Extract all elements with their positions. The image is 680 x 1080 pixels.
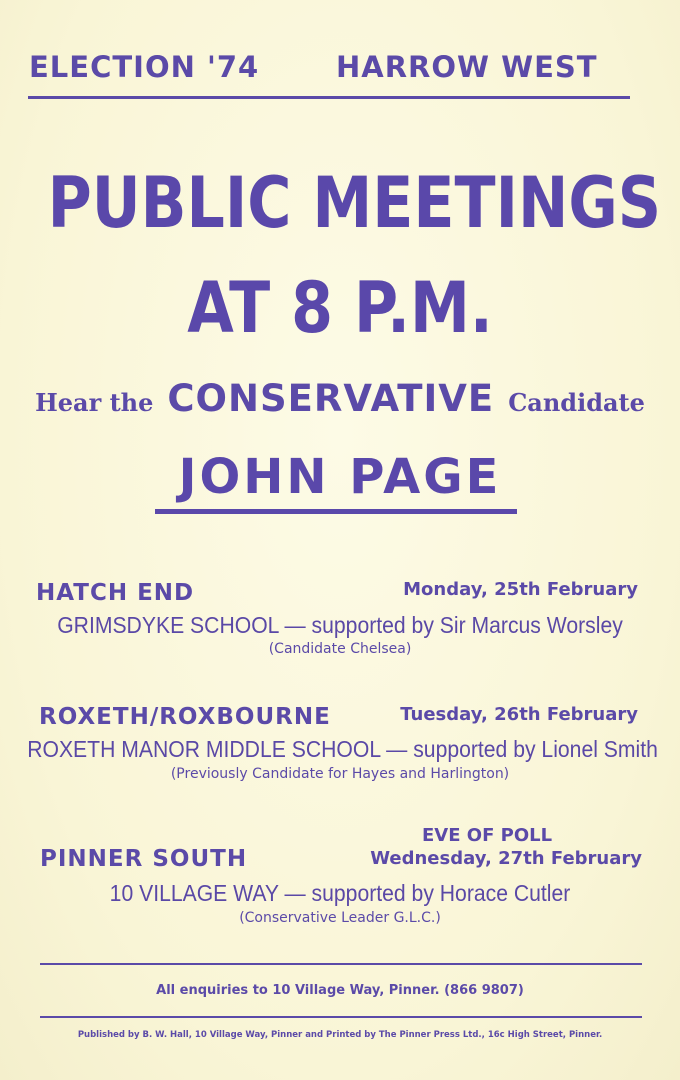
constituency-heading: HARROW WEST — [336, 50, 598, 84]
election-year-heading: ELECTION '74 — [29, 50, 260, 84]
candidate-intro-line — [0, 377, 680, 420]
footer-divider-top — [40, 963, 642, 965]
meeting-date: Wednesday, 27th February — [370, 848, 642, 869]
intro-suffix: Candidate — [508, 388, 645, 417]
meeting-note: (Candidate Chelsea) — [268, 641, 412, 657]
headline-public-meetings: PUBLIC MEETINGS — [47, 162, 662, 244]
meeting-venue: ROXETH MANOR MIDDLE SCHOOL — supported by Lionel Smith — [27, 736, 658, 762]
candidate-name: JOHN PAGE — [178, 449, 502, 505]
meeting-place: ROXETH/ROXBOURNE — [39, 704, 331, 730]
headline-time: AT 8 P.M. — [187, 267, 493, 349]
meeting-place: PINNER SOUTH — [40, 846, 248, 872]
meeting-place: HATCH END — [36, 580, 195, 606]
intro-prefix: Hear the — [35, 388, 154, 417]
meeting-note: (Conservative Leader G.L.C.) — [239, 910, 441, 926]
candidate-name-underline — [155, 509, 517, 514]
eve-of-poll-label: EVE OF POLL — [422, 825, 553, 846]
meeting-date: Monday, 25th February — [403, 579, 638, 600]
meeting-venue: 10 VILLAGE WAY — supported by Horace Cutler — [109, 880, 571, 906]
header-divider — [28, 96, 630, 99]
meeting-date: Tuesday, 26th February — [400, 704, 638, 725]
footer-divider-bottom — [40, 1016, 642, 1018]
enquiries-line: All enquiries to 10 Village Way, Pinner. (866 9807) — [156, 983, 524, 998]
publisher-imprint: Published by B. W. Hall, 10 Village Way, Pinner and Printed by The Pinner Press Ltd., 16c High Street, Pinner. — [77, 1030, 603, 1040]
meeting-note: (Previously Candidate for Hayes and Harlington) — [170, 766, 510, 782]
meeting-venue: GRIMSDYKE SCHOOL — supported by Sir Marcus Worsley — [57, 612, 623, 638]
party-name: CONSERVATIVE — [167, 377, 495, 420]
